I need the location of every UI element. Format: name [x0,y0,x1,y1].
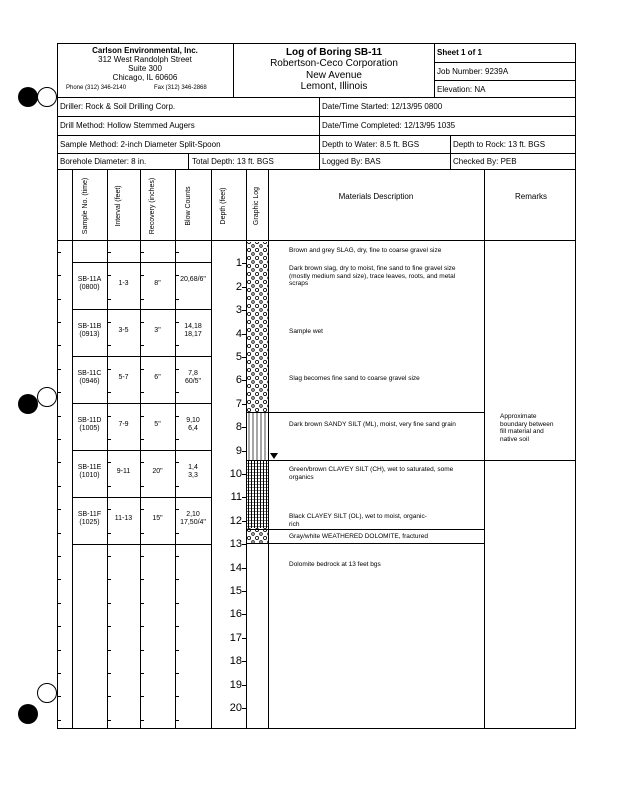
scale-tick [175,275,179,276]
scale-tick [175,533,179,534]
log-city: Lemont, Illinois [300,81,368,92]
sample-recovery: 5" [154,421,161,428]
scale-tick [107,696,111,697]
scale-tick [140,696,144,697]
scale-tick [140,579,144,580]
scale-tick [57,673,61,674]
depth-to-rock: Depth to Rock: 13 ft. BGS [453,140,546,149]
depth-label: 15 [229,585,242,597]
sample-time: (1025) [79,519,100,526]
water-level-marker [270,453,278,459]
depth-label: 7 [235,397,242,410]
col-interval: Interval (feet) [115,185,122,227]
scale-tick [175,650,179,651]
scale-tick [107,509,111,510]
scale-tick [140,322,144,323]
scale-tick [140,345,144,346]
sample-recovery: 20" [152,468,163,475]
scale-tick [175,720,179,721]
col-blow-counts: Blow Counts [185,186,192,226]
scale-tick [57,579,61,580]
sample-id: SB-11A [77,276,102,283]
depth-label: 5 [235,351,242,363]
scale-tick [140,486,144,487]
depth-label: 17 [229,631,242,644]
desc-slag-coarse: Slag becomes fine sand to coarse gravel size [289,375,420,382]
sample-id: SB-11C [77,370,102,377]
company-address3: Chicago, IL 60606 [112,73,178,82]
scale-tick [175,462,179,463]
scale-tick [57,462,61,463]
depth-label: 1 [235,257,242,270]
scale-tick [175,626,179,627]
sample-blow-counts: 9,10 6,4 [186,417,200,432]
scale-tick [140,603,144,604]
job-number: Job Number: 9239A [437,67,509,76]
sample-interval: 5-7 [118,374,129,381]
sample-time: (0913) [79,331,100,338]
scale-tick [175,416,179,417]
sample-id: SB-11D [77,417,102,424]
scale-tick [57,299,61,300]
log-client: Robertson-Ceco Corporation [270,58,398,69]
depth-label: 19 [229,678,242,691]
sample-blow-counts: 1,4 3,3 [188,464,198,479]
elevation: Elevation: NA [437,85,486,94]
log-title: Log of Boring SB-11 [285,47,383,58]
scale-tick [175,345,179,346]
depth-label: 8 [235,421,242,434]
desc-weathered-dolomite: Gray/white WEATHERED DOLOMITE, fractured [289,533,428,540]
scale-tick [107,556,111,557]
driller: Driller: Rock & Soil Drilling Corp. [60,102,176,111]
scale-tick [107,486,111,487]
depth-label: 10 [229,468,242,480]
checked-by: Checked By: PEB [453,157,517,166]
scale-tick [140,462,144,463]
remarks-boundary: Approximate boundary between fill material and native soil [500,413,554,443]
depth-label: 20 [229,702,242,714]
scale-tick [175,696,179,697]
binder-hole-middle [18,394,38,414]
sample-interval: 3-5 [118,327,129,334]
binder-hole-bottom [18,704,38,724]
sample-id: SB-11B [77,323,102,330]
depth-label: 2 [235,280,242,293]
date-started: Date/Time Started: 12/13/95 0800 [322,102,443,111]
scale-tick [175,369,179,370]
log-street: New Avenue [306,70,362,81]
scale-tick [107,299,111,300]
depth-label: 9 [235,444,242,457]
scale-tick [140,392,144,393]
sample-recovery: 3" [154,327,161,334]
sample-id: SB-11E [77,464,102,471]
scale-tick [140,650,144,651]
scale-tick [57,486,61,487]
scale-tick [140,673,144,674]
scale-tick [57,509,61,510]
scale-tick [107,345,111,346]
desc-clayey-silt-ch: Green/brown CLAYEY SILT (CH), wet to saturated, some organics [289,466,454,481]
scale-tick [107,439,111,440]
scale-tick [57,533,61,534]
total-depth: Total Depth: 13 ft. BGS [192,157,274,166]
scale-tick [107,322,111,323]
col-recovery: Recovery (inches) [149,177,156,235]
desc-sample-wet: Sample wet [289,328,323,335]
scale-tick [140,299,144,300]
scale-tick [57,439,61,440]
sample-id: SB-11F [77,511,102,518]
scale-tick [57,369,61,370]
scale-tick [175,439,179,440]
sheet-number: Sheet 1 of 1 [437,48,482,57]
sample-interval: 9-11 [116,468,131,475]
depth-label: 3 [235,304,242,317]
scale-tick [107,603,111,604]
scale-tick [140,509,144,510]
scale-tick [140,720,144,721]
sample-interval: 11-13 [114,515,133,522]
sample-time: (1010) [79,472,100,479]
sample-blow-counts: 14,18 18,17 [184,323,202,338]
sample-recovery: 15" [152,515,163,522]
drill-method: Drill Method: Hollow Stemmed Augers [60,121,195,130]
depth-label: 18 [229,655,242,668]
depth-to-water: Depth to Water: 8.5 ft. BGS [322,140,420,149]
binder-hole-top [18,87,38,107]
scale-tick [175,252,179,253]
company-fax: Fax (312) 346-2868 [154,85,207,91]
scale-tick [140,533,144,534]
scale-tick [175,486,179,487]
scale-tick [107,369,111,370]
binder-ring-bottom [37,683,57,703]
scale-tick [57,626,61,627]
scale-tick [57,556,61,557]
scale-tick [107,673,111,674]
col-sample-no: Sample No. (time) [82,177,89,235]
scale-tick [57,252,61,253]
scale-tick [107,650,111,651]
scale-tick [175,299,179,300]
desc-dark-brown-slag: Dark brown slag, dry to moist, fine sand to fine gravel size (mostly medium sand size), trace leaves, roots, and metal scraps [289,265,456,287]
company-name: Carlson Environmental, Inc. [92,46,198,55]
col-graphic-log: Graphic Log [253,186,260,226]
col-remarks: Remarks [514,192,547,201]
scale-tick [107,462,111,463]
logged-by: Logged By: BAS [322,157,381,166]
sample-recovery: 6" [154,374,161,381]
scale-tick [140,556,144,557]
scale-tick [57,345,61,346]
scale-tick [140,439,144,440]
scale-tick [57,275,61,276]
scale-tick [175,322,179,323]
desc-clayey-silt-ol: Black CLAYEY SILT (OL), wet to moist, organic-rich [289,513,427,528]
borehole-diameter: Borehole Diameter: 8 in. [60,157,147,166]
graphic-log [247,240,268,729]
scale-tick [175,579,179,580]
scale-tick [107,416,111,417]
scale-tick [57,720,61,721]
sample-method: Sample Method: 2-inch Diameter Split-Spoon [60,140,221,149]
depth-label: 14 [229,561,242,574]
sample-interval: 1-3 [118,280,129,287]
sample-blow-counts: 7,8 60/5" [184,370,202,385]
depth-label: 6 [235,374,242,387]
company-phone: Phone (312) 346-2140 [66,85,127,91]
desc-slag: Brown and grey SLAG, dry, fine to coarse gravel size [289,247,442,254]
binder-ring-top [37,87,57,107]
scale-tick [140,252,144,253]
sample-time: (1005) [79,425,100,432]
date-completed: Date/Time Completed: 12/13/95 1035 [322,121,456,130]
scale-tick [57,650,61,651]
depth-label: 4 [235,327,242,340]
scale-tick [175,556,179,557]
sample-time: (0800) [79,284,100,291]
scale-tick [140,369,144,370]
scale-tick [107,626,111,627]
scale-tick [107,533,111,534]
depth-label: 12 [229,514,242,527]
scale-tick [57,392,61,393]
company-address1: 312 West Randolph Street [98,55,192,64]
scale-tick [57,603,61,604]
scale-tick [175,392,179,393]
scale-tick [140,275,144,276]
sample-interval: 7-9 [118,421,129,428]
scale-tick [57,322,61,323]
sample-blow-counts: 2,10 17,50/4" [180,511,206,526]
scale-tick [175,673,179,674]
depth-label: 13 [229,538,242,551]
scale-tick [140,626,144,627]
depth-label: 16 [229,608,242,621]
scale-tick [107,392,111,393]
desc-dolomite-bedrock: Dolomite bedrock at 13 feet bgs [289,561,381,568]
scale-tick [140,416,144,417]
scale-tick [107,275,111,276]
col-materials-description: Materials Description [338,192,414,201]
col-depth: Depth (feet) [220,187,227,225]
desc-sandy-silt: Dark brown SANDY SILT (ML), moist, very fine sand grain [289,421,456,428]
scale-tick [175,509,179,510]
sample-recovery: 8" [154,280,161,287]
depth-label: 11 [230,491,242,504]
binder-ring-middle [37,387,57,407]
scale-tick [107,252,111,253]
scale-tick [175,603,179,604]
scale-tick [107,579,111,580]
scale-tick [107,720,111,721]
sample-blow-counts: 20,68/6" [180,276,206,283]
company-address2: Suite 300 [128,64,162,73]
scale-tick [57,416,61,417]
scale-tick [57,696,61,697]
sample-time: (0946) [79,378,100,385]
